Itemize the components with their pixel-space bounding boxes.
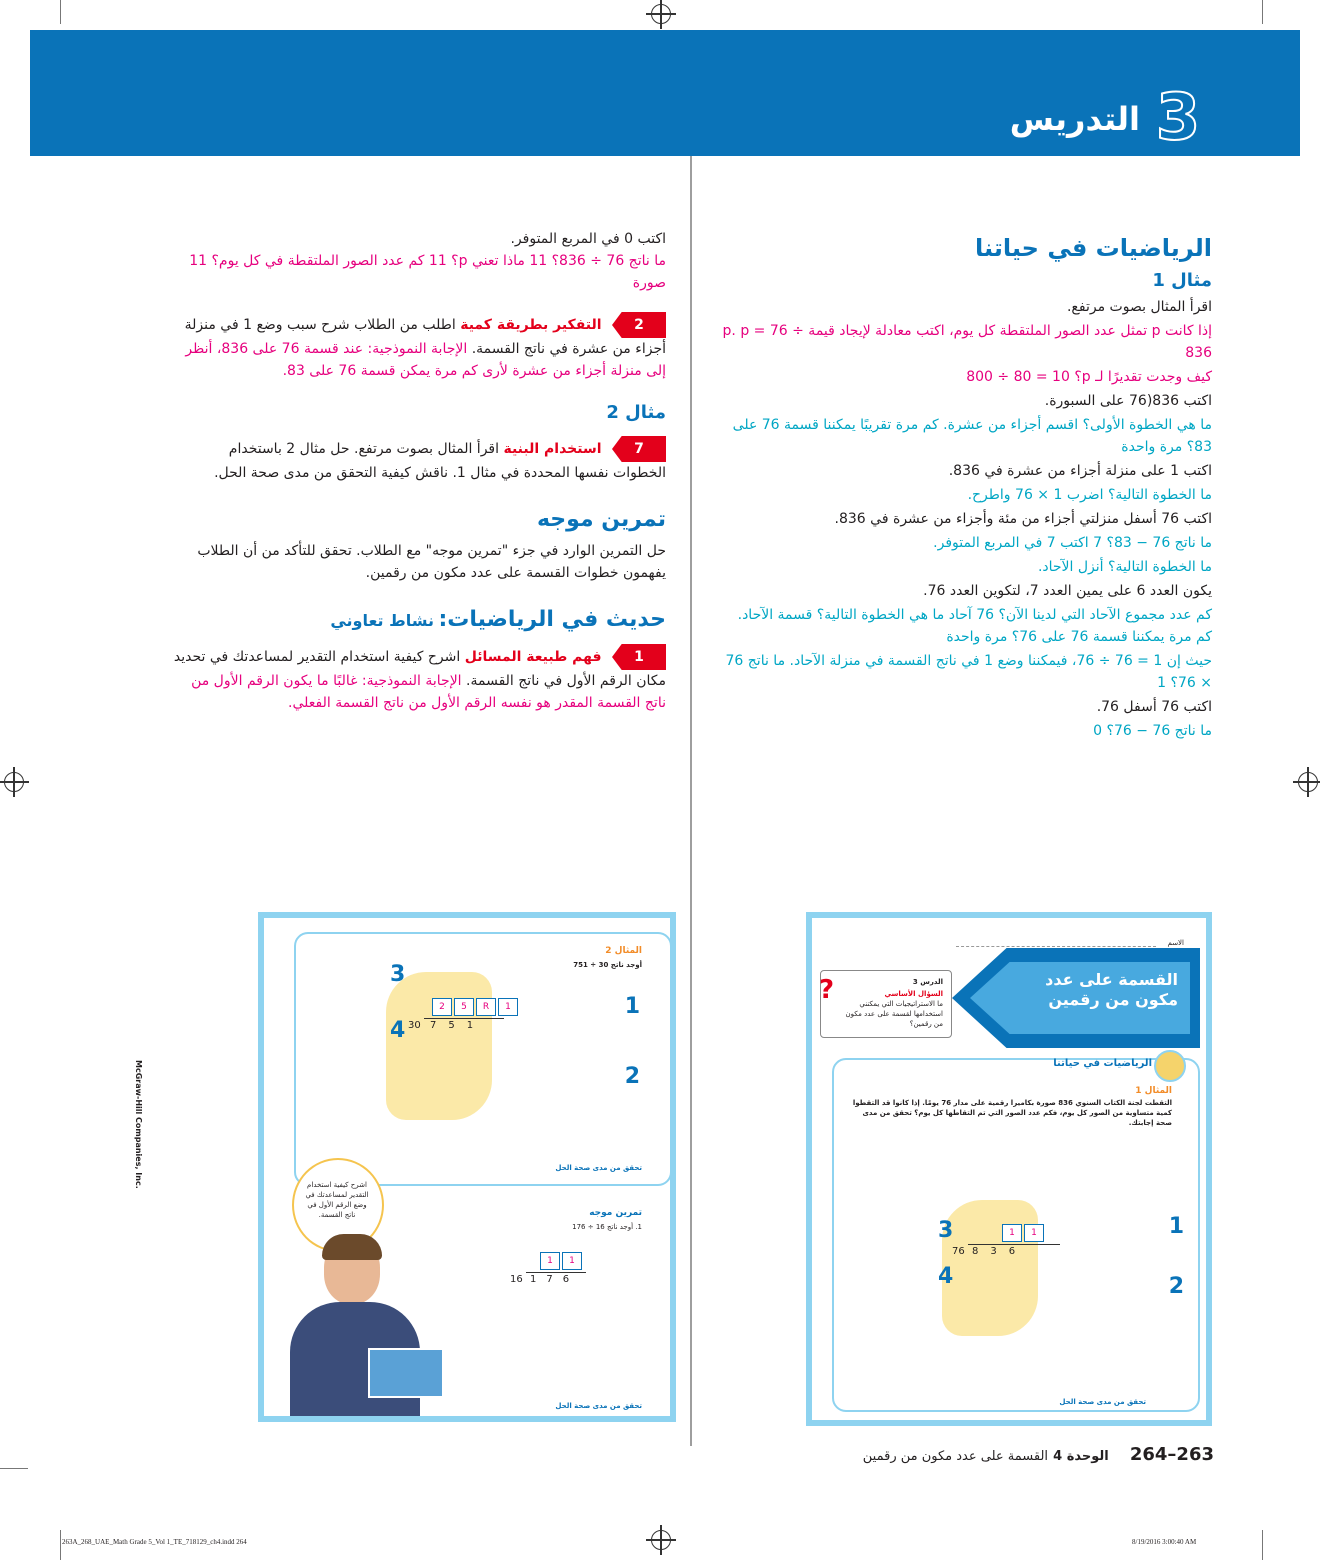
registration-mark [4,772,24,792]
step-line: إذا كانت p تمثل عدد الصور الملتقطة كل يوم، اكتب معادلة لإيجاد قيمة p. p = 76 ÷ 836 [722,323,1212,361]
step-3-icon: 3 [390,962,406,987]
guided-check: تحقق من مدى صحة الحل [555,1402,642,1410]
student-photo [280,1238,440,1418]
step-4-icon: 4 [390,1018,406,1043]
example-title: المثال 1 [1135,1086,1172,1096]
student-page-thumbnail-right [806,912,1212,1426]
step-line: اكتب 836(76 على السبورة. [1044,393,1212,409]
step-line: كم عدد مجموع الآحاد التي لدينا الآن؟ 76 آحاد ما هي الخطوة التالية؟ قسمة الآحاد. كم مرة يمكننا قسمة 76 على 76؟ مرة واحدة [737,607,1212,645]
example1-title: مثال 1 [1152,270,1212,291]
crop-mark [1262,0,1263,24]
guided-quotient-boxes [540,1252,600,1270]
dividend-digit: 6 [1008,1246,1028,1257]
division-bracket [968,1244,1060,1245]
step-line: ما ناتج 76 − 83؟ 7 اكتب 7 في المربع المتوفر. [933,535,1212,551]
dividend-digit: 8 [972,1246,991,1257]
bubble-text: اشرح كيفية استخدام التقدير لمساعدتك في وضع الرقم الأول في ناتج القسمة. [305,1181,369,1219]
dividend-digit: 6 [562,1274,580,1285]
talk-heading-row [172,604,666,636]
practice-text: اشرح كيفية استخدام التقدير لمساعدتك في تحديد مكان الرقم الأول في ناتج القسمة. [173,649,666,689]
unit-subtitle: القسمة على عدد مكون من رقمين [862,1449,1049,1464]
answer-box: 1 [498,998,518,1016]
essential-question-label: السؤال الأساسي [884,990,943,998]
globe-icon [1154,1050,1186,1082]
practice-text: اطلب من الطلاب شرح سبب وضع 1 في منزلة أجزاء من عشرة في ناتج القسمة. [184,317,666,357]
step-line: اكتب 76 أسفل 76. [1096,699,1212,715]
example2-problem: أوجد ناتج 30 ÷ 751 [573,961,642,969]
practice-title: فهم طبيعة المسائل [464,649,602,665]
answer-box: R [476,998,496,1016]
student-page-thumbnail-left [258,912,676,1422]
student-hair [322,1234,382,1260]
instruction-line: اكتب 0 في المربع المتوفر. [510,231,666,247]
practice-title: استخدام البنية [503,441,602,457]
step-2-icon: 2 [1168,1274,1184,1299]
lesson-title: القسمة على عدد مكون من رقمين [1045,970,1178,1009]
practice-badge: 2 [612,312,666,338]
step-line: حيث إن 1 = 76 ÷ 76، فيمكننا وضع 1 في ناتج القسمة في منزلة الآحاد. ما ناتج 76 × 76؟ 1 [725,653,1212,691]
dividend-digit: 5 [448,1020,467,1031]
crop-mark [60,1530,61,1560]
example1-steps [720,296,1212,742]
registration-mark [651,4,671,24]
banner-title: التدريس [1009,100,1140,138]
word-problem: التقطت لجنة الكتاب السنوي 836 صورة بكاميرا رقمية على مدار 76 يومًا. إذا كانوا قد التقطوا كمية متساوية من الصور كل يوم، فكم عدد الصور التي تم التقاطها كل يوم؟ تحقق من مدى صحة إجابتك. [852,1099,1172,1127]
crop-mark [0,1468,28,1469]
column-divider [690,156,692,1446]
step-line: ما ناتج 76 − 76؟ 0 [1093,723,1212,739]
dividend-digit: 1 [466,1020,486,1031]
step-1-icon: 1 [624,994,640,1019]
lesson-card [820,970,952,1038]
practice-item-1 [172,644,666,714]
heading-math-in-life: الرياضيات في حياتنا [975,234,1212,262]
quotient-boxes [432,998,522,1016]
quotient-boxes [1002,1224,1062,1242]
unit-label: الوحدة 4 [1053,1449,1109,1464]
guided-divisor: 16 [510,1274,523,1285]
banner-number: 3 [1155,81,1201,155]
practice-badge: 1 [612,644,666,670]
step-1-icon: 1 [1168,1214,1184,1239]
question-line: ما ناتج 76 ÷ 836؟ 11 ماذا تعني p؟ 11 كم عدد الصور الملتقطة في كل يوم؟ 11 صورة [189,253,666,291]
answer-box: 2 [432,998,452,1016]
essential-question-text: ما الاستراتيجيات التي يمكنني استخدامها لقسمة على عدد مكون من رقمين؟ [845,1000,943,1028]
spine-text: McGraw-Hill Companies, Inc. [134,1060,143,1189]
model-answer: الإجابة النموذجية: عند قسمة 76 على 836، أنظر إلى منزلة أجزاء من عشرة لأرى كم مرة يمكن قسمة 76 على 83. [185,341,666,379]
step-line: كيف وجدت تقديرًا لـ p؟ 10 = 80 ÷ 800 [966,369,1212,385]
example2-title: مثال 2 [606,402,666,423]
step-line: ما الخطوة التالية؟ اضرب 1 × 76 واطرح. [967,487,1212,503]
page-footer [863,1444,1214,1465]
practice-title: التفكير بطريقة كمية [460,317,602,333]
answer-check: تحقق من مدى صحة الحل [1059,1398,1146,1406]
guided-practice-heading: تمرين موجه [536,507,666,532]
step-line: ما هي الخطوة الأولى؟ اقسم أجزاء من عشرة. كم مرة تقريبًا يمكننا قسمة 76 على 83؟ مرة واحدة [732,417,1212,455]
slug-file: 263A_268_UAE_Math Grade 5_Vol 1_TE_718129_ch4.indd 264 [62,1538,247,1546]
practice-badge: 7 [612,436,666,462]
answer-box: 1 [562,1252,582,1270]
dividend-digit: 3 [990,1246,1009,1257]
talk-heading: حديث في الرياضيات: [438,607,666,632]
step-4-icon: 4 [938,1264,954,1289]
step-line: اكتب 76 أسفل منزلتي أجزاء من مئة وأجزاء من عشرة في 836. [834,511,1212,527]
answer-box: 5 [454,998,474,1016]
divisor-text: 76 [952,1246,965,1257]
step-line: اقرأ المثال بصوت مرتفع. [1066,299,1212,315]
divisor-text: 30 [408,1020,421,1031]
dividend-digit: 1 [530,1274,547,1285]
books-icon [368,1348,444,1398]
page-numbers: 263–264 [1129,1444,1214,1465]
dividend-digits [972,1246,1027,1257]
dividend-digit: 7 [430,1020,449,1031]
left-column [172,228,666,714]
dividend-digits [430,1020,485,1031]
answer-box: 1 [1024,1224,1044,1242]
guided-division-bracket [526,1272,586,1273]
talk-subheading: نشاط تعاوني [330,611,435,630]
answer-box: 1 [1002,1224,1022,1242]
step-line: ما الخطوة التالية؟ أنزل الآحاد. [1037,559,1212,575]
division-bracket [424,1018,504,1019]
answer-box: 1 [540,1252,560,1270]
model-answer: الإجابة النموذجية: غالبًا ما يكون الرقم الأول من ناتج القسمة المقدر هو نفسه الرقم الأول من ناتج القسمة الفعلي. [191,673,666,711]
estimate-box [942,1200,1038,1336]
question-mark-icon: ? [819,975,835,1005]
crop-mark [1262,1530,1263,1560]
practice-text: اقرأ المثال بصوت مرتفع. حل مثال 2 باستخدام الخطوات نفسها المحددة في مثال 1. ناقش كيفية التحقق من مدى صحة الحل. [214,441,666,481]
guided-practice-text: حل التمرين الوارد في جزء "تمرين موجه" مع الطلاب. تحقق للتأكد من أن الطلاب يفهمون خطوات القسمة على عدد مكون من رقمين. [197,543,666,581]
guided-title: تمرين موجه [589,1208,642,1218]
example2-title: المثال 2 [605,946,642,956]
dividend-digit: 7 [546,1274,563,1285]
slug-date: 8/19/2016 3:00:40 AM [1132,1538,1197,1546]
practice-item-2 [172,312,666,382]
step-line: يكون العدد 6 على يمين العدد 7، لتكوين العدد 76. [923,583,1212,599]
registration-mark [1298,772,1318,792]
estimate-box [386,972,492,1120]
check-label: تحقق من مدى صحة الحل [555,1164,642,1172]
step-2-icon: 2 [624,1064,640,1089]
guided-dividend-digits [530,1274,579,1285]
crop-mark [60,0,61,24]
name-line [956,946,1156,947]
lesson-number: الدرس 3 [912,978,943,986]
right-column [720,232,1212,742]
section-banner [30,30,1300,156]
step-line: اكتب 1 على منزلة أجزاء من عشرة في 836. [948,463,1212,479]
practice-item-7 [172,436,666,484]
guided-problem: 1. أوجد ناتج 16 ÷ 176 [572,1223,642,1231]
section-title: الرياضيات في حياتنا [1053,1058,1152,1069]
step-3-icon: 3 [938,1218,954,1243]
registration-mark [651,1530,671,1550]
name-label: الاسم [1167,939,1184,947]
